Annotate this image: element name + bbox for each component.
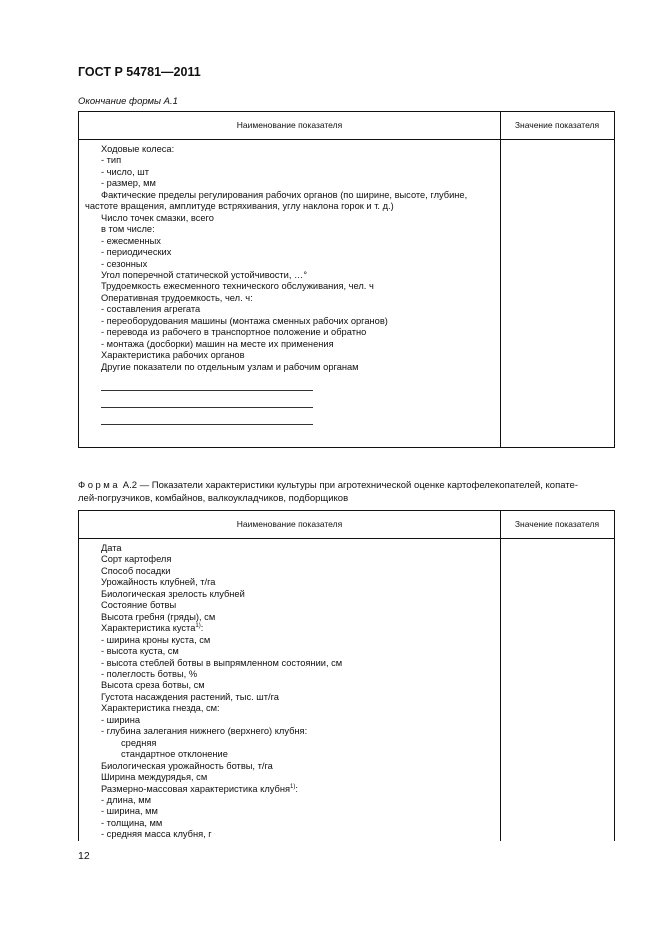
row-text: Размерно-массовая характеристика клубня — [101, 783, 290, 794]
table-row: в том числе: — [101, 224, 155, 235]
table-row: - ширина, мм — [101, 806, 158, 817]
table-row: Характеристика рабочих органов — [101, 350, 245, 361]
form1-table — [78, 111, 615, 448]
table-row: Состояние ботвы — [101, 600, 177, 611]
table-row: Дата — [101, 543, 122, 553]
table-row: Биологическая зрелость клубней — [101, 588, 245, 599]
table-row: Размерно-массовая характеристика клубня$^{1)}$: — [101, 783, 298, 794]
table-row: Число точек смазки, всего — [101, 212, 214, 223]
blank-entry-line — [101, 407, 313, 408]
table-row: - ширина кроны куста, см — [101, 634, 211, 645]
table-row: - глубина залегания нижнего (верхнего) клубня: — [101, 726, 308, 737]
table-row: Другие показатели по отдельным узлам и рабочим органам — [101, 361, 359, 372]
table-row: - высота стеблей ботвы в выпрямленном состоянии, см — [101, 657, 343, 668]
table-row: - размер, мм — [101, 178, 156, 189]
table-row: Высота среза ботвы, см — [101, 680, 205, 691]
blank-entry-line — [101, 390, 313, 391]
table-row: - полеглость ботвы, % — [101, 668, 198, 679]
form1-header-row — [79, 112, 614, 140]
table-row: - тип — [101, 155, 122, 166]
table-row: - составления агрегата — [101, 304, 201, 315]
form2-col-value: Значение показателя — [514, 519, 600, 529]
form2-caption — [78, 480, 615, 505]
table-row: - перевода из рабочего в транспортное положение и обратно — [101, 327, 367, 338]
table-row: - сезонных — [101, 258, 148, 269]
table-row: - средняя масса клубня, г — [101, 829, 212, 840]
table-row: - переоборудования машины (монтажа сменных рабочих органов) — [101, 315, 388, 326]
form2-caption-text: А.2 — Показатели характеристики культуры при агротехнической оценке картофелекопателей, копате- — [122, 480, 578, 491]
form2-header-row — [79, 511, 614, 539]
standard-header: ГОСТ Р 54781—2011 — [78, 65, 201, 79]
table-row: - ежесменных — [101, 235, 161, 246]
form2-rows — [79, 543, 499, 841]
table-row: стандартное отклонение — [121, 749, 228, 760]
form1-column-divider — [500, 112, 501, 447]
footnote-mark: 1) — [290, 783, 296, 790]
table-row: Ходовые колеса: — [101, 144, 175, 154]
table-row: Биологическая урожайность ботвы, т/га — [101, 760, 273, 771]
table-row: - периодических — [101, 247, 172, 258]
form1-caption: Окончание формы А.1 — [78, 96, 178, 107]
form1-col-name: Наименование показателя — [236, 120, 343, 130]
table-row: Способ посадки — [101, 565, 171, 576]
table-row: средняя — [121, 737, 157, 748]
table-row: Характеристика куста$^{1)}$: — [101, 623, 204, 634]
table-row: - ширина — [101, 714, 140, 725]
page-number: 12 — [78, 850, 90, 862]
table-row: Фактические пределы регулирования рабочих органов (по ширине, высоте, глубине, — [101, 189, 468, 200]
table-row: Густота насаждения растений, тыс. шт/га — [101, 691, 279, 702]
form2-column-divider — [500, 511, 501, 841]
form2-prefix: Форма — [78, 480, 121, 491]
table-row: частоте вращения, амплитуде встряхивания, углу наклона горок и т. д.) — [85, 201, 394, 212]
table-row: Оперативная трудоемкость, чел. ч: — [101, 292, 253, 303]
form1-rows — [79, 144, 499, 441]
table-row: - высота куста, см — [101, 646, 179, 657]
blank-entry-line — [101, 424, 313, 425]
table-row: Высота гребня (гряды), см — [101, 611, 216, 622]
form2-caption-cont: лей-погрузчиков, комбайнов, валкоукладчиков, подборщиков — [78, 492, 349, 504]
table-row: Ширина междурядья, см — [101, 772, 208, 783]
row-text: Характеристика куста — [101, 623, 196, 634]
table-row: Угол поперечной статической устойчивости, …° — [101, 269, 308, 280]
table-row: Сорт картофеля — [101, 554, 172, 565]
table-row: - длина, мм — [101, 794, 151, 805]
table-row: Трудоемкость ежесменного технического обслуживания, чел. ч — [101, 281, 374, 292]
form2-table — [78, 510, 615, 841]
table-row: Характеристика гнезда, см: — [101, 703, 220, 714]
table-row: - толщина, мм — [101, 817, 163, 828]
table-row: Урожайность клубней, т/га — [101, 577, 216, 588]
table-row: - число, шт — [101, 166, 149, 177]
form1-col-value: Значение показателя — [514, 120, 600, 130]
footnote-mark: 1) — [195, 623, 201, 630]
form2-col-name: Наименование показателя — [236, 519, 343, 529]
table-row: - монтажа (досборки) машин на месте их применения — [101, 338, 334, 349]
